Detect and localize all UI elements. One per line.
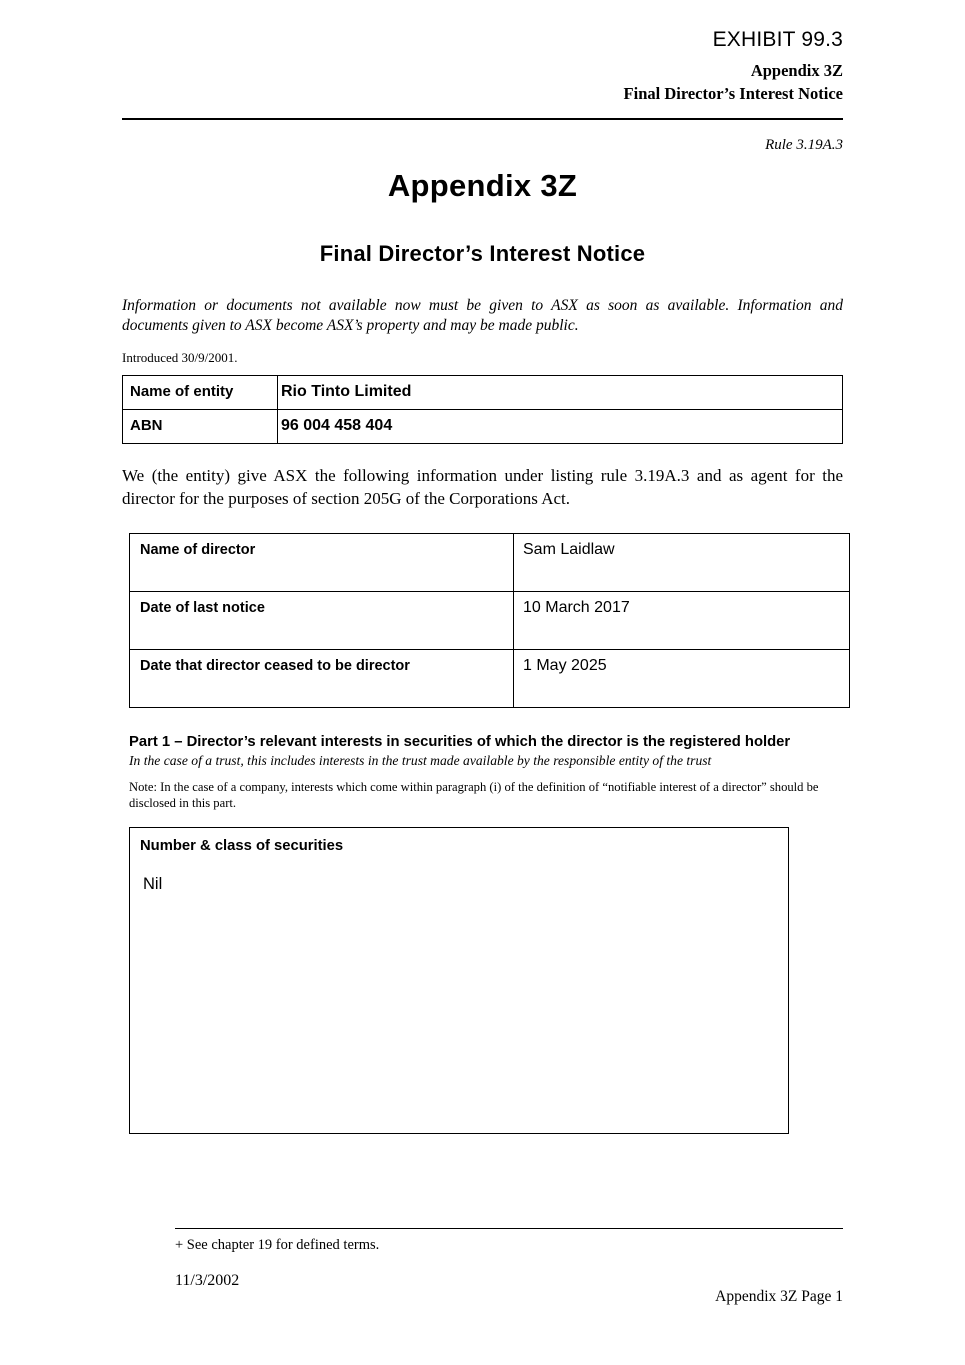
last-notice-date-value: 10 March 2017 bbox=[514, 591, 850, 649]
entity-table bbox=[122, 375, 843, 444]
rule-reference: Rule 3.19A.3 bbox=[765, 137, 843, 153]
last-notice-date-label: Date of last notice bbox=[130, 591, 514, 649]
part1-subheading: In the case of a trust, this includes interests in the trust made available by the responsible entity of the trust bbox=[129, 752, 712, 768]
exhibit-label: EXHIBIT 99.3 bbox=[712, 28, 843, 51]
director-name-label: Name of director bbox=[130, 533, 514, 591]
part1-note: Note: In the case of a company, interests which come within paragraph (i) of the definition of “notifiable interest of a director” should be disclosed in this part. bbox=[129, 779, 819, 811]
header-divider bbox=[122, 118, 843, 120]
footer-date: 11/3/2002 bbox=[175, 1272, 240, 1289]
page-subtitle: Final Director’s Interest Notice bbox=[319, 241, 646, 266]
footer-divider bbox=[175, 1228, 843, 1229]
securities-box-value: Nil bbox=[143, 874, 163, 893]
header-appendix-label: Appendix 3Z bbox=[750, 61, 843, 80]
page-title: Appendix 3Z bbox=[387, 168, 578, 203]
ceased-date-value: 1 May 2025 bbox=[514, 649, 850, 707]
header-notice-label: Final Director’s Interest Notice bbox=[623, 84, 843, 103]
table-row bbox=[130, 533, 850, 591]
table-row bbox=[130, 649, 850, 707]
footer-page-number: Appendix 3Z Page 1 bbox=[715, 1288, 843, 1305]
footer-note: + See chapter 19 for defined terms. bbox=[175, 1237, 380, 1253]
listing-rule-paragraph: We (the entity) give ASX the following information under listing rule 3.19A.3 and as agent for the director for the purposes of section 205G of the Corporations Act. bbox=[122, 465, 843, 509]
abn-value: 96 004 458 404 bbox=[278, 409, 843, 443]
ceased-date-label: Date that director ceased to be director bbox=[130, 649, 514, 707]
table-row bbox=[123, 409, 843, 443]
securities-box-title: Number & class of securities bbox=[140, 837, 344, 854]
abn-label: ABN bbox=[123, 409, 278, 443]
securities-box bbox=[129, 827, 789, 1134]
intro-paragraph: Information or documents not available now must be given to ASX as soon as available. Information and documents given to ASX become ASX’s property and may be made public. bbox=[122, 297, 843, 335]
entity-name-value: Rio Tinto Limited bbox=[278, 375, 843, 409]
entity-name-label: Name of entity bbox=[123, 375, 278, 409]
introduced-date: Introduced 30/9/2001. bbox=[122, 349, 238, 365]
table-row bbox=[130, 591, 850, 649]
director-details-table bbox=[129, 533, 850, 708]
table-row bbox=[123, 375, 843, 409]
part1-heading: Part 1 – Director’s relevant interests in securities of which the director is the registered holder bbox=[129, 733, 791, 750]
director-name-value: Sam Laidlaw bbox=[514, 533, 850, 591]
